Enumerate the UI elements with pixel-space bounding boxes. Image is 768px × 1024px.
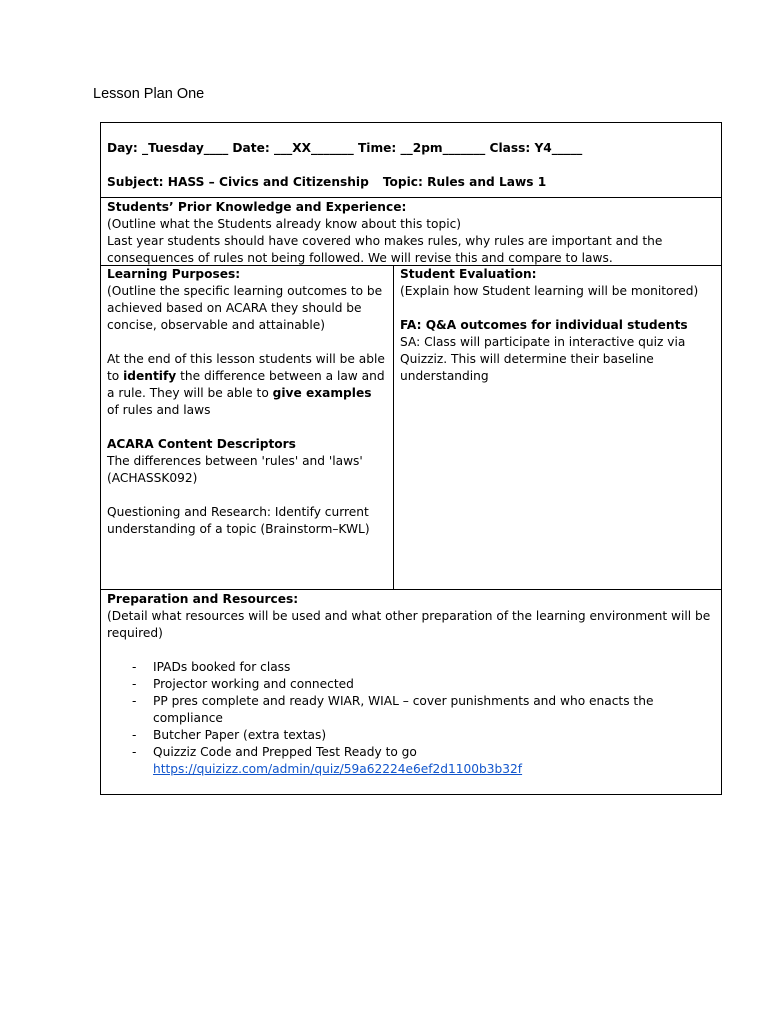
- day-date-time-class: Day: _Tuesday____ Date: ___XX_______ Time: __2pm_______ Class: Y4_____: [107, 141, 583, 155]
- learning-purposes-cell: [101, 266, 394, 589]
- topic-label: Topic: Rules and Laws 1: [382, 175, 547, 189]
- page-title: Lesson Plan One: [93, 86, 205, 102]
- preparation-heading: Preparation and Resources:: [107, 592, 299, 606]
- subject-label: Subject: HASS – Civics and Citizenship: [107, 175, 369, 189]
- quizizz-link[interactable]: https://quizizz.com/admin/quiz/59a62224e6ef2d1100b3b32f: [153, 762, 523, 776]
- acara-heading: ACARA Content Descriptors: [107, 437, 296, 451]
- list-item: - Quizziz Code and Prepped Test Ready to go: [153, 744, 715, 761]
- formative-assessment-text: FA: Q&A outcomes for individual students: [400, 318, 688, 332]
- resources-list: [107, 659, 715, 761]
- prior-knowledge-text: Last year students should have covered who makes rules, why rules are important and the consequences of rules not being followed. We will revise this and compare to laws.: [107, 234, 663, 265]
- list-item: - Projector working and connected: [153, 676, 715, 693]
- list-item: - Butcher Paper (extra textas): [153, 727, 715, 744]
- student-evaluation-heading: Student Evaluation:: [400, 267, 537, 281]
- identify-emphasis: identify: [123, 369, 177, 383]
- questioning-research-text: Questioning and Research: Identify current understanding of a topic (Brainstorm–KWL): [107, 505, 370, 536]
- list-item: - PP pres complete and ready WIAR, WIAL – cover punishments and who enacts the compliance: [153, 693, 715, 727]
- preparation-row: [101, 590, 721, 794]
- quiz-link-line: [107, 761, 715, 778]
- learning-purposes-heading: Learning Purposes:: [107, 267, 241, 281]
- preparation-instruction: (Detail what resources will be used and what other preparation of the learning environment will be required): [107, 609, 711, 640]
- list-item: - IPADs booked for class: [153, 659, 715, 676]
- prior-knowledge-row: [101, 198, 721, 266]
- acara-text: The differences between 'rules' and 'laws' (ACHASSK092): [107, 454, 363, 485]
- summative-assessment-text: SA: Class will participate in interactive quiz via Quizziz. This will determine their baseline understanding: [400, 335, 686, 383]
- learning-outcome-text: At the end of this lesson students will be able to identify the difference between a law and a rule. They will be able to give examples of rules and laws: [107, 352, 385, 417]
- lesson-plan-table: [100, 122, 722, 795]
- subject-topic-line: [107, 174, 715, 191]
- lesson-header-row: [101, 123, 721, 198]
- prior-knowledge-heading: Students’ Prior Knowledge and Experience:: [107, 200, 407, 214]
- give-examples-emphasis: give examples: [272, 386, 372, 400]
- student-evaluation-cell: [394, 266, 721, 589]
- prior-knowledge-instruction: (Outline what the Students already know about this topic): [107, 217, 462, 231]
- purposes-evaluation-row: [101, 266, 721, 590]
- student-evaluation-instruction: (Explain how Student learning will be monitored): [400, 284, 699, 298]
- learning-purposes-instruction: (Outline the specific learning outcomes to be achieved based on ACARA they should be concise, observable and attainable): [107, 284, 383, 332]
